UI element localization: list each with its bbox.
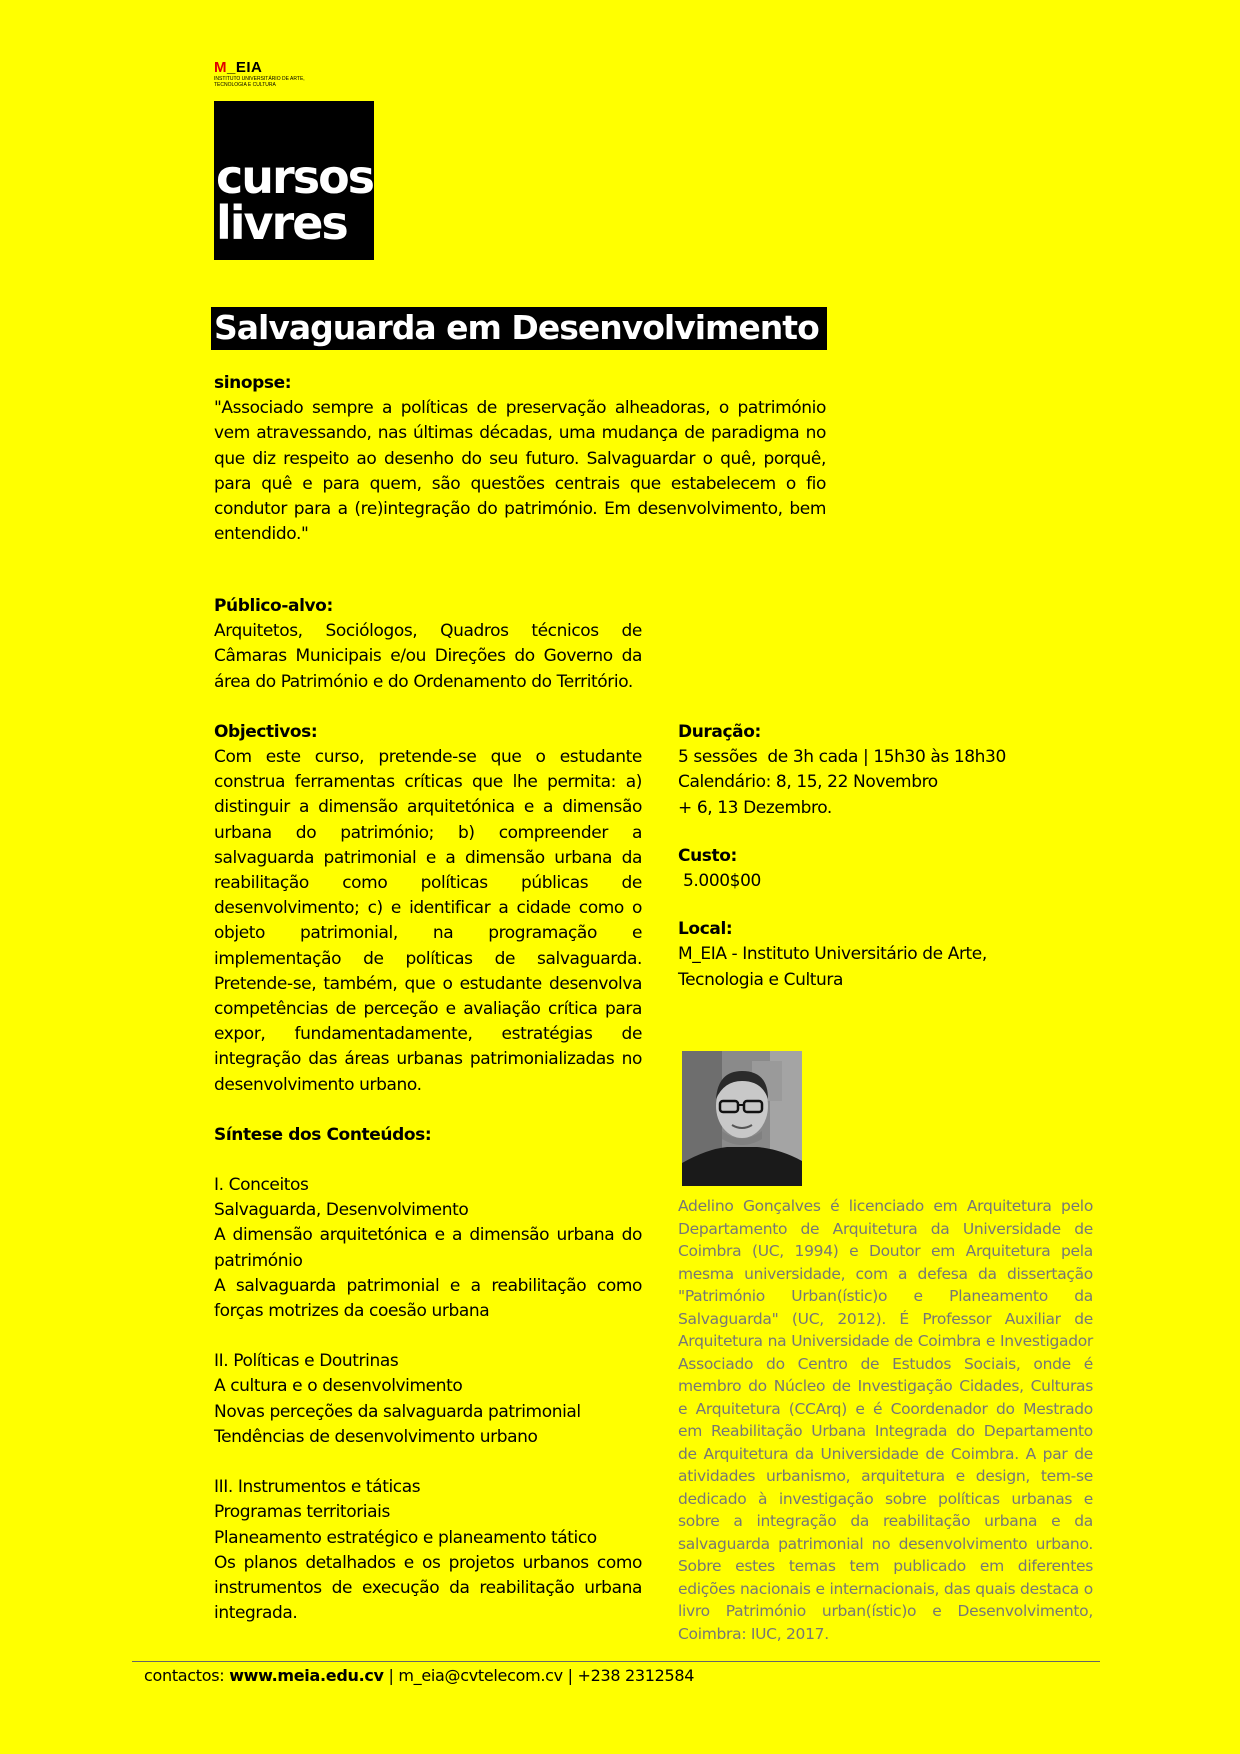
sintese-group-title: I. Conceitos bbox=[214, 1175, 309, 1196]
list-item: A salvaguarda patrimonial e a reabilitação como forças motrizes da coesão urbana bbox=[214, 1275, 642, 1322]
duracao-heading: Duração: bbox=[678, 722, 761, 742]
left-column bbox=[214, 594, 642, 1626]
duracao-line: 5 sessões de 3h cada | 15h30 às 18h30 bbox=[678, 747, 1006, 768]
objectivos-section bbox=[214, 720, 642, 1098]
list-item: A cultura e o desenvolvimento bbox=[214, 1376, 463, 1397]
footer-contacts bbox=[144, 1665, 694, 1687]
sintese-group bbox=[214, 1475, 642, 1626]
custo-section bbox=[678, 844, 1018, 894]
sinopse-heading: sinopse: bbox=[214, 373, 292, 393]
list-item: Programas territoriais bbox=[214, 1502, 390, 1523]
sintese-group bbox=[214, 1173, 642, 1324]
sinopse-text: "Associado sempre a políticas de preservação alheadoras, o património vem atravessando, nas últimas décadas, uma mudança de paradigma no que diz respeito ao desenho do seu futuro. Salvaguardar o quê, porquê, para quê e para quem, são questões centrais que estabelecem o fio condutor para a (re)integração do património. Em desenvolvimento, bem entendido." bbox=[214, 398, 826, 545]
sintese-group-title: III. Instrumentos e táticas bbox=[214, 1477, 421, 1498]
footer-divider bbox=[132, 1661, 1100, 1662]
course-title: Salvaguarda em Desenvolvimento bbox=[214, 308, 819, 347]
sintese-heading: Síntese dos Conteúdos: bbox=[214, 1124, 432, 1145]
list-item: Novas perceções da salvaguarda patrimonial bbox=[214, 1401, 581, 1422]
footer-website-link[interactable]: www.meia.edu.cv bbox=[229, 1666, 384, 1685]
sintese-group bbox=[214, 1349, 642, 1450]
duracao-line: + 6, 13 Dezembro. bbox=[678, 797, 832, 818]
objectivos-heading: Objectivos: bbox=[214, 721, 318, 742]
custo-heading: Custo: bbox=[678, 845, 737, 866]
logo-subtitle: INSTITUTO UNIVERSITÁRIO DE ARTE, TECNOLOGIA E CULTURA bbox=[214, 76, 305, 88]
custo-value: 5.000$00 bbox=[678, 871, 761, 892]
duracao-section bbox=[678, 720, 1018, 821]
sinopse-section bbox=[214, 371, 826, 547]
list-item: Salvaguarda, Desenvolvimento bbox=[214, 1200, 469, 1221]
logo-mark-rest: _EIA bbox=[227, 59, 263, 76]
duracao-line: Calendário: 8, 15, 22 Novembro bbox=[678, 772, 938, 793]
footer-email-link[interactable]: m_eia@cvtelecom.cv bbox=[398, 1666, 563, 1685]
logo-mark-m: M bbox=[214, 59, 227, 76]
publico-heading: Público-alvo: bbox=[214, 596, 333, 616]
instructor-photo bbox=[682, 1051, 802, 1186]
right-column bbox=[678, 720, 1018, 993]
objectivos-text: Com este curso, pretende-se que o estudante construa ferramentas críticas que lhe permita: a) distinguir a dimensão arquitetónica e a dimensão urbana do património; b) compreender a salvaguarda patrimonial e a dimensão urbana da reabilitação como políticas públicas de desenvolvimento; c) e identificar a cidade como o objeto patrimonial, na programação e implementação de políticas de salvaguarda. Pretende-se, também, que o estudante desenvolva competências de perceção e avaliação crítica para expor, fundamentadamente, estratégias de integração das áreas urbanas patrimonializadas no desenvolvimento urbano. bbox=[214, 747, 642, 1095]
local-section bbox=[678, 917, 1018, 993]
instructor-bio: Adelino Gonçalves é licenciado em Arquitetura pelo Departamento de Arquitetura da Universidade de Coimbra (UC, 1994) e Doutor em Arquitetura pela mesma universidade, com a defesa da dissertação "Património Urban(ístic)o e Planeamento da Salvaguarda" (UC, 2012). É Professor Auxiliar de Arquitetura na Universidade de Coimbra e Investigador Associado do Centro de Estudos Sociais, onde é membro do Núcleo de Investigação Cidades, Culturas e Arquitetura (CCArq) e é Coordenador do Mestrado em Reabilitação Urbana Integrada do Departamento de Arquitetura da Universidade de Coimbra. A par de atividades urbanismo, arquitetura e design, tem-se dedicado à investigação sobre políticas urbanas e sobre a integração da reabilitação urbana e da salvaguarda patrimonial no desenvolvimento urbano. Sobre estes temas tem publicado em diferentes edições nacionais e internacionais, das quais destaca o livro Património urban(ístic)o e Desenvolvimento, Coimbra: IUC, 2017. bbox=[678, 1197, 1093, 1643]
footer-label: contactos: bbox=[144, 1666, 230, 1685]
local-heading: Local: bbox=[678, 919, 733, 940]
publico-text: Arquitetos, Sociólogos, Quadros técnicos de Câmaras Municipais e/ou Direções do Governo da área do Património e do Ordenamento do Território. bbox=[214, 621, 642, 692]
list-item: A dimensão arquitetónica e a dimensão urbana do património bbox=[214, 1225, 642, 1271]
footer-phone: +238 2312584 bbox=[577, 1666, 695, 1685]
footer-separator: | bbox=[562, 1666, 578, 1685]
publico-section bbox=[214, 594, 642, 695]
list-item: Planeamento estratégico e planeamento tático bbox=[214, 1527, 597, 1548]
cursos-livres-badge bbox=[214, 101, 374, 260]
badge-line-1: cursos bbox=[216, 150, 374, 204]
badge-line-2: livres bbox=[216, 196, 347, 250]
logo-mark bbox=[214, 60, 314, 76]
course-title-bar bbox=[211, 307, 827, 350]
list-item: Tendências de desenvolvimento urbano bbox=[214, 1426, 538, 1447]
sintese-group-title: II. Políticas e Doutrinas bbox=[214, 1351, 399, 1372]
sintese-section bbox=[214, 1123, 642, 1148]
local-line: M_EIA - Instituto Universitário de Arte, bbox=[678, 944, 987, 965]
list-item: Os planos detalhados e os projetos urbanos como instrumentos de execução da reabilitação urbana integrada. bbox=[214, 1552, 642, 1624]
local-line: Tecnologia e Cultura bbox=[678, 969, 844, 990]
institution-logo bbox=[214, 60, 314, 88]
footer-separator: | bbox=[383, 1666, 399, 1685]
